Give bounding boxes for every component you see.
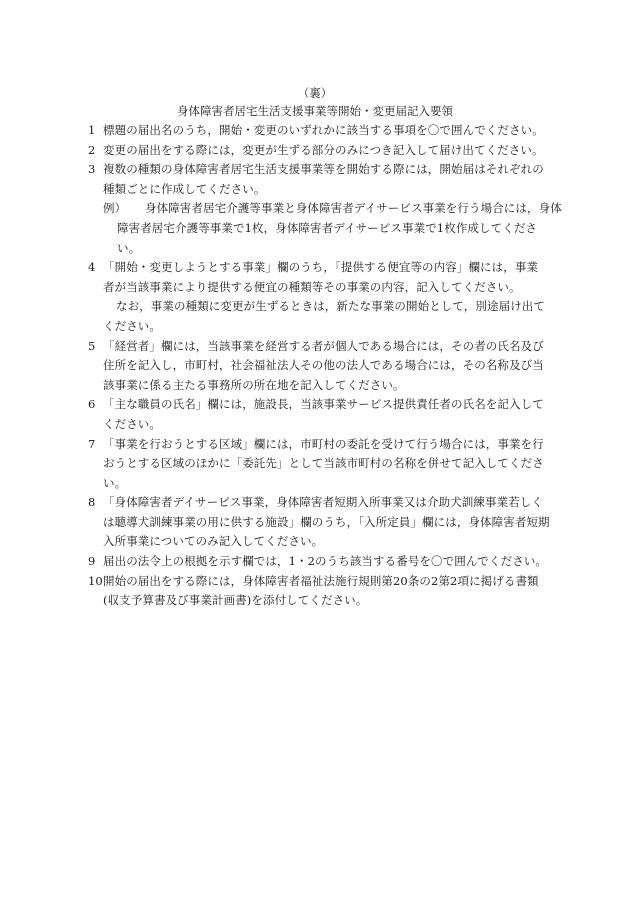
item-number: 9 [88, 554, 96, 569]
item-text-line: 「事業を行おうとする区域」欄には，市町村の委託を受けて行う場合には，事業を行 [103, 436, 544, 451]
instruction-item-1 [88, 121, 560, 141]
item-note-line: ください。 [103, 318, 161, 333]
instruction-list [88, 121, 560, 611]
item-text-line: 標題の届出名のうち，開始・変更のいずれかに該当する事項を〇で囲んでください。 [103, 123, 544, 137]
item-text-line: 該事業に係る主たる事務所の所在地を記入してください。 [103, 377, 405, 392]
instruction-item-5 [88, 337, 560, 396]
item-text-line: ください。 [103, 416, 161, 431]
item-text-line: 開始の届出をする際には，身体障害者福祉法施行規則第20条の2第2項に掲げる書類 [103, 573, 539, 588]
item-text-line: (収支予算書及び事業計画書)を添付してください。 [103, 593, 368, 608]
item-text-line: 「主な職員の氏名」欄には，施設長，当該事業サービス提供責任者の氏名を記入して [103, 397, 544, 412]
item-text-line: 住所を記入し，市町村，社会福祉法人その他の法人である場合には，その名称及び当 [103, 358, 544, 373]
item-number: 7 [88, 436, 96, 451]
item-text-line: は聴導犬訓練事業の用に供する施設」欄のうち，「入所定員」欄には，身体障害者短期 [103, 514, 550, 529]
page-title: 身体障害者居宅生活支援事業等開始・変更届記入要領 [177, 104, 453, 118]
instruction-item-8 [88, 493, 560, 552]
item-number: 2 [88, 142, 96, 157]
item-text-line: おうとする区域のほかに「委託先」として当該市町村の名称を併せて記入してくださ [103, 456, 544, 471]
item-text-line: 入所事業についてのみ記入してください。 [103, 534, 324, 549]
example-note [88, 199, 560, 258]
item-number: 8 [88, 495, 96, 510]
item-text-line: 複数の種類の身体障害者居宅生活支援事業等を開始する際には，開始届はそれぞれの [103, 162, 544, 177]
item-number: 1 [88, 123, 96, 137]
item-text-line: 「経営者」欄には，当該事業を経営する者が個人である場合には，その者の氏名及び [103, 338, 544, 353]
item-number: 5 [88, 338, 96, 353]
instruction-item-10 [88, 572, 560, 611]
instruction-item-6 [88, 395, 560, 434]
item-text-line: 届出の法令上の根拠を示す欄では，1・2のうち該当する番号を〇で囲んでください。 [103, 554, 548, 569]
item-number: 3 [88, 162, 96, 177]
item-text-line: 「開始・変更しようとする事業」欄のうち，「提供する便宜等の内容」欄には，事業 [103, 260, 539, 275]
instruction-item-7 [88, 435, 560, 494]
item-note-line: なお，事業の種類に変更が生ずるときは，新たな事業の開始として，別途届け出て [116, 299, 545, 314]
item-text-line: 「身体障害者デイサービス事業，身体障害者短期入所事業又は介助犬訓練事業若しく [103, 495, 543, 510]
item-text-line: 変更の届出をする際には，変更が生ずる部分のみにつき記入して届け出てください。 [103, 142, 544, 157]
example-text-line: 身体障害者居宅介護等事業と身体障害者デイサービス事業を行う場合には，身体 [145, 201, 562, 216]
item-text-line: 種類ごとに作成してください。 [103, 181, 266, 196]
item-number: 6 [88, 397, 96, 412]
instruction-item-9 [88, 552, 560, 572]
item-text-line: い。 [103, 475, 127, 490]
page-side-label: （裏） [297, 86, 333, 100]
item-number: 4 [88, 260, 96, 275]
example-text-line: い。 [117, 240, 141, 255]
example-label: 例） [103, 201, 127, 216]
instruction-item-3 [88, 160, 560, 199]
item-text-line: 者が当該事業により提供する便宜の種類等その事業の内容，記入してください。 [103, 279, 521, 294]
instruction-item-2 [88, 141, 560, 161]
item-number: 10 [88, 573, 103, 588]
example-text-line: 障害者居宅介護等事業で1枚，身体障害者デイサービス事業で1枚作成してくださ [117, 220, 538, 235]
instruction-item-4 [88, 258, 560, 336]
